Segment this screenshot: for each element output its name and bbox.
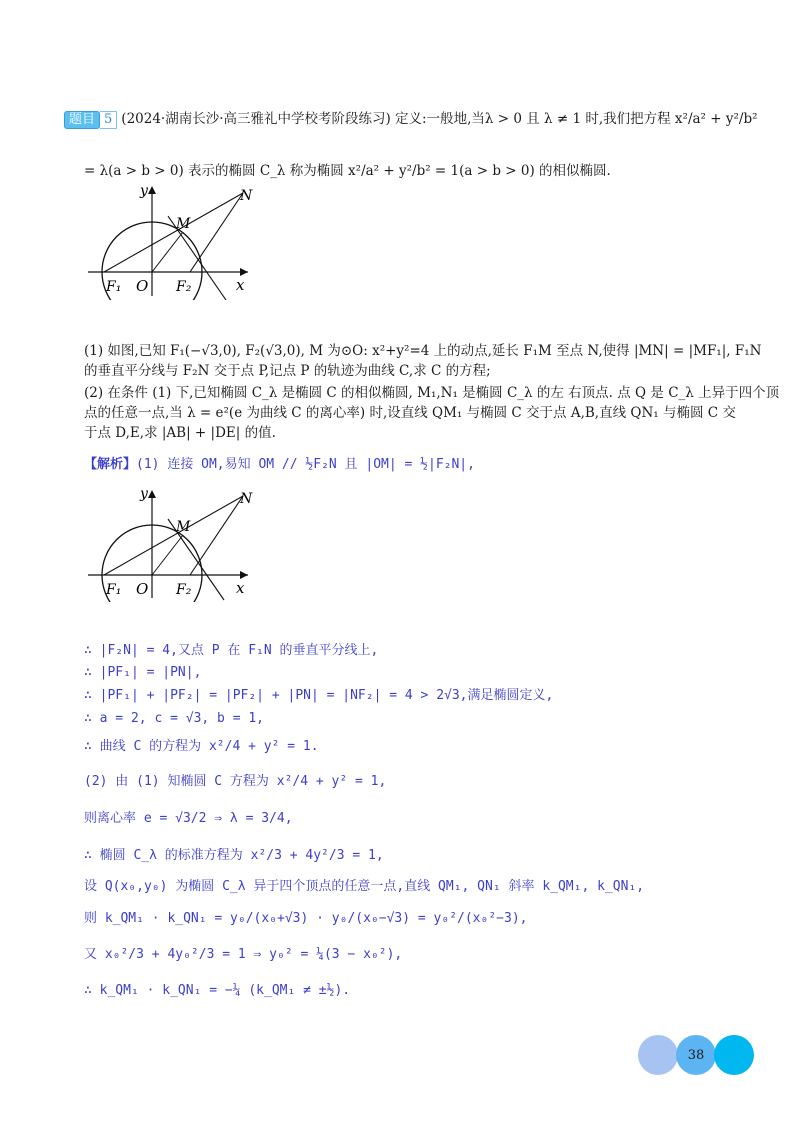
- solution-line5: ∴ 曲线 C 的方程为 x²/4 + y² = 1.: [84, 739, 319, 754]
- page-number: 38: [687, 1047, 705, 1063]
- problem-header-line1: [64, 110, 758, 129]
- label-F2: F₂: [176, 279, 192, 295]
- line-F1N: [104, 496, 243, 575]
- figure-1: [84, 180, 264, 300]
- solution-line9: 设 Q(x₀,y₀) 为椭圆 C_λ 异于四个顶点的任意一点,直线 QM₁, QN₁ 斜率 k_QM₁, k_QN₁,: [84, 879, 645, 894]
- analysis-label: 【解析】: [84, 457, 137, 472]
- y-axis-arrow: [148, 186, 156, 194]
- label-F1: F₁: [106, 279, 122, 295]
- label-O: O: [136, 277, 149, 295]
- question-part2-line3: 于点 D,E,求 |AB| + |DE| 的值.: [84, 425, 276, 441]
- label-x: x: [236, 579, 245, 597]
- problem-number: 5: [100, 111, 117, 129]
- solution-line12: ∴ k_QM₁ · k_QN₁ = −¼ (k_QM₁ ≠ ±½).: [84, 983, 351, 998]
- line-F1N: [104, 193, 243, 272]
- problem-text-line1: (2024·湖南长沙·高三雅礼中学校考阶段练习) 定义:一般地,当λ > 0 且 λ ≠ 1 时,我们把方程 x²/a² + y²/b²: [121, 111, 758, 127]
- segment-OM: [152, 232, 183, 272]
- label-x: x: [236, 276, 245, 294]
- question-part1-line2: 的垂直平分线与 F₂N 交于点 P,记点 P 的轨迹为曲线 C,求 C 的方程;: [84, 363, 491, 379]
- page-number-badge: [676, 1035, 716, 1075]
- label-y: y: [140, 183, 148, 199]
- label-O: O: [136, 580, 149, 598]
- question-part2-line1: (2) 在条件 (1) 下,已知椭圆 C_λ 是椭圆 C 的相似椭圆, M₁,N₁ 是椭圆 C_λ 的左 右顶点. 点 Q 是 C_λ 上异于四个顶: [84, 385, 780, 401]
- solution-line0-text: (1) 连接 OM,易知 OM // ½F₂N 且 |OM| = ½|F₂N|,: [136, 457, 475, 472]
- figure-2: [84, 486, 264, 602]
- question-part1-line1: (1) 如图,已知 F₁(−√3,0), F₂(√3,0), M 为⊙O: x²+y²=4 上的动点,延长 F₁M 至点 N,使得 |MN| = |MF₁|, F₁N: [84, 343, 762, 359]
- label-y: y: [140, 486, 148, 502]
- solution-line8: ∴ 椭圆 C_λ 的标准方程为 x²/3 + 4y²/3 = 1,: [84, 848, 384, 863]
- problem-text-line2: = λ(a > b > 0) 表示的椭圆 C_λ 称为椭圆 x²/a² + y²/b² = 1(a > b > 0) 的相似椭圆.: [84, 163, 611, 179]
- solution-line2: ∴ |PF₁| = |PN|,: [84, 665, 202, 680]
- solution-line1: ∴ |F₂N| = 4,又点 P 在 F₁N 的垂直平分线上,: [84, 643, 379, 658]
- solution-line0: [84, 456, 475, 474]
- page-circle-left: [638, 1035, 678, 1075]
- y-axis-arrow: [148, 490, 156, 498]
- problem-tag: 题目: [64, 111, 100, 129]
- page-circle-right: [714, 1035, 754, 1075]
- solution-line11: 又 x₀²/3 + 4y₀²/3 = 1 ⇒ y₀² = ¼(3 − x₀²),: [84, 947, 403, 962]
- solution-line4: ∴ a = 2, c = √3, b = 1,: [84, 711, 265, 726]
- label-F1: F₁: [106, 582, 122, 598]
- solution-line10: 则 k_QM₁ · k_QN₁ = y₀/(x₀+√3) · y₀/(x₀−√3) = y₀²/(x₀²−3),: [84, 911, 528, 926]
- x-axis-arrow: [240, 571, 248, 579]
- solution-line3: ∴ |PF₁| + |PF₂| = |PF₂| + |PN| = |NF₂| = 4 > 2√3,满足椭圆定义,: [84, 688, 554, 703]
- label-F2: F₂: [176, 582, 192, 598]
- label-N: N: [240, 491, 253, 507]
- label-M: M: [176, 216, 191, 232]
- label-N: N: [240, 188, 253, 204]
- solution-line6: (2) 由 (1) 知椭圆 C 方程为 x²/4 + y² = 1,: [84, 774, 387, 789]
- segment-OM: [152, 535, 183, 575]
- question-part2-line2: 点的任意一点,当 λ = e²(e 为曲线 C 的离心率) 时,设直线 QM₁ 与椭圆 C 交于点 A,B,直线 QN₁ 与椭圆 C 交: [84, 405, 736, 421]
- solution-line7: 则离心率 e = √3/2 ⇒ λ = 3/4,: [84, 811, 293, 826]
- x-axis-arrow: [240, 268, 248, 276]
- label-M: M: [176, 519, 191, 535]
